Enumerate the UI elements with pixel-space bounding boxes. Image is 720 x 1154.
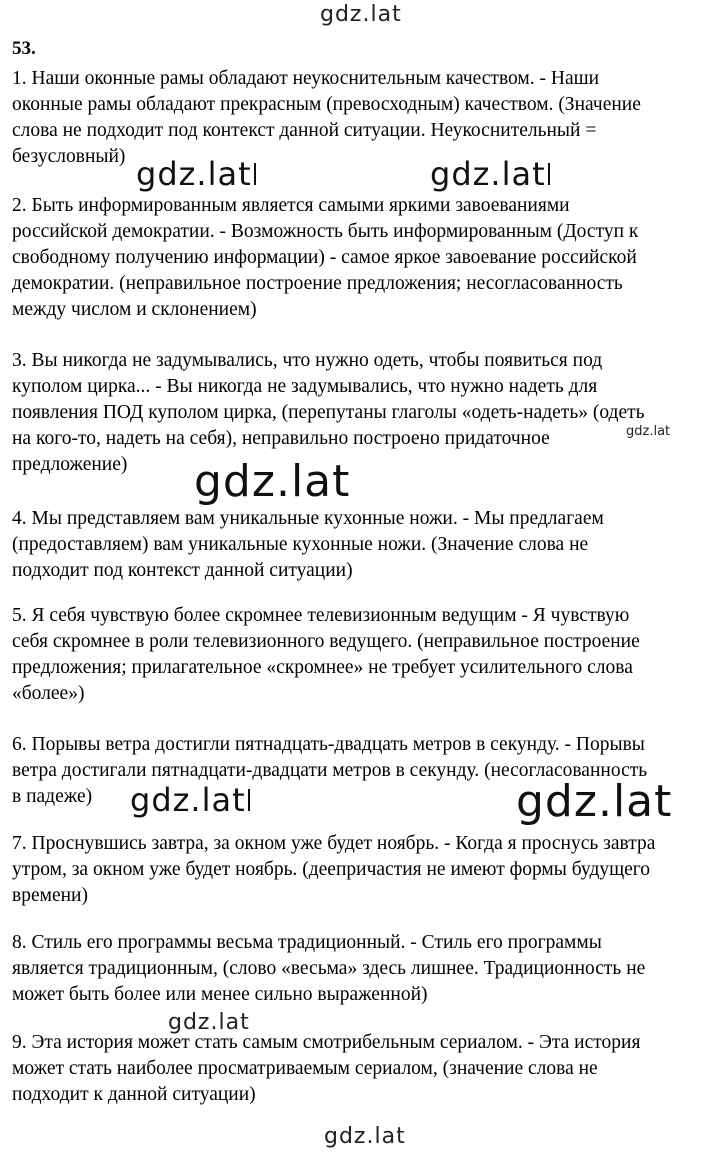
item-1-line-1: 1. Наши оконные рамы обладают неукоснительным качеством. - Наши bbox=[12, 68, 600, 89]
item-5-line-1: 5. Я себя чувствую более скромнее телевизионным ведущим - Я чувствую bbox=[12, 605, 630, 626]
item-8-line-3: может быть более или менее сильно выраженной) bbox=[12, 984, 428, 1005]
item-8-line-1: 8. Стиль его программы весьма традиционный. - Стиль его программы bbox=[12, 932, 602, 953]
watermark-mid-right-1: gdz.lat bbox=[430, 155, 550, 193]
item-3-line-1: 3. Вы никогда не задумывались, что нужно одеть, чтобы появиться под bbox=[12, 350, 603, 371]
item-2 bbox=[12, 193, 712, 323]
item-3-line-5: предложение) bbox=[12, 454, 128, 475]
item-7-line-1: 7. Проснувшись завтра, за окном уже будет ноябрь. - Когда я проснусь завтра bbox=[12, 833, 656, 854]
exercise-number: 53. bbox=[12, 38, 36, 59]
item-2-line-2: российской демократии. - Возможность быть информированным (Доступ к bbox=[12, 221, 639, 242]
item-8-line-2: является традиционным, (слово «весьма» здесь лишнее. Традиционность не bbox=[12, 958, 646, 979]
watermark-big-right: gdz.lat bbox=[516, 776, 673, 827]
item-1 bbox=[12, 66, 712, 170]
item-5-line-3: предложения; прилагательное «скромнее» не требует усилительного слова bbox=[12, 657, 633, 678]
item-3 bbox=[12, 348, 712, 478]
item-6-line-2: ветра достигали пятнадцати-двадцати метров в секунду. (несогласованность bbox=[12, 760, 648, 781]
item-2-line-5: между числом и склонением) bbox=[12, 299, 257, 320]
item-7-line-2: утром, за окном уже будет ноябрь. (деепричастия не имеют формы будущего bbox=[12, 859, 651, 880]
item-1-line-4: безусловный) bbox=[12, 146, 126, 167]
item-5 bbox=[12, 603, 712, 707]
watermark-mid-left-3: gdz.lat bbox=[168, 1010, 250, 1035]
item-1-line-3: слова не подходит под контекст данной ситуации. Неукоснительный = bbox=[12, 120, 597, 141]
item-4 bbox=[12, 506, 712, 584]
item-6-line-1: 6. Порывы ветра достигли пятнадцать-двадцать метров в секунду. - Порывы bbox=[12, 734, 645, 755]
item-5-line-2: себя скромнее в роли телевизионного ведущего. (неправильное построение bbox=[12, 631, 640, 652]
watermark-bottom: gdz.lat bbox=[324, 1124, 406, 1149]
item-2-line-3: свободному получению информации) - самое яркое завоевание российской bbox=[12, 247, 637, 268]
item-6-line-3: в падеже) bbox=[12, 786, 93, 807]
item-9 bbox=[12, 1030, 712, 1108]
item-1-line-2: оконные рамы обладают прекрасным (превосходным) качеством. (Значение bbox=[12, 94, 641, 115]
item-9-line-2: может стать наиболее просматриваемым сериалом, (значение слова не bbox=[12, 1058, 598, 1079]
item-2-line-4: демократии. (неправильное построение предложения; несогласованность bbox=[12, 273, 623, 294]
item-5-line-4: «более») bbox=[12, 683, 85, 704]
item-3-line-4: на кого-то, надеть на себя), неправильно построено придаточное bbox=[12, 428, 550, 449]
item-2-line-1: 2. Быть информированным является самыми яркими завоеваниями bbox=[12, 195, 570, 216]
item-4-line-2: (предоставляем) вам уникальные кухонные ножи. (Значение слова не bbox=[12, 534, 589, 555]
item-8 bbox=[12, 930, 712, 1008]
watermark-big-center: gdz.lat bbox=[194, 456, 351, 507]
item-3-line-3: появления ПОД куполом цирка, (перепутаны глаголы «одеть-надеть» (одеть bbox=[12, 402, 645, 423]
item-7 bbox=[12, 831, 712, 909]
item-9-line-3: подходит к данной ситуации) bbox=[12, 1084, 256, 1105]
watermark-top: gdz.lat bbox=[320, 2, 402, 27]
item-7-line-3: времени) bbox=[12, 885, 88, 906]
item-4-line-1: 4. Мы представляем вам уникальные кухонные ножи. - Мы предлагаем bbox=[12, 508, 604, 529]
watermark-mid-left-1: gdz.lat bbox=[136, 155, 256, 193]
item-4-line-3: подходит под контекст данной ситуации) bbox=[12, 560, 353, 581]
watermark-mid-left-2: gdz.lat bbox=[130, 781, 250, 819]
item-9-line-1: 9. Эта история может стать самым смотрибельным сериалом. - Эта история bbox=[12, 1032, 641, 1053]
watermark-tiny-right: gdz.lat bbox=[626, 424, 671, 439]
item-3-line-2: куполом цирка... - Вы никогда не задумывались, что нужно надеть для bbox=[12, 376, 598, 397]
